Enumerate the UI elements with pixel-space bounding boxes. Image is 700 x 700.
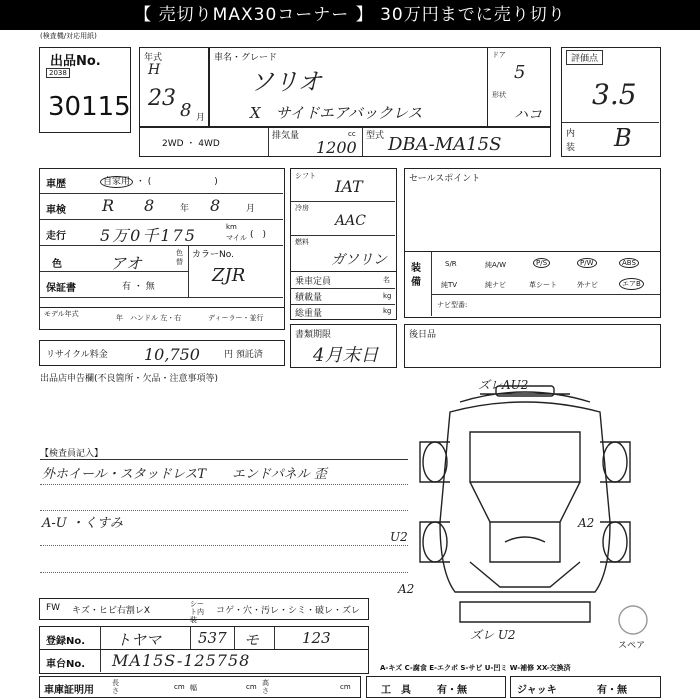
inspector-label: 【検査員記入】 bbox=[40, 449, 104, 459]
type-label: 型式 bbox=[366, 131, 385, 141]
mark-left: U2 bbox=[390, 530, 408, 544]
spare-label: スペア bbox=[618, 641, 646, 651]
mileage-value: 5万0千175 bbox=[100, 226, 197, 245]
load-label: 積載量 bbox=[295, 293, 323, 303]
shape-value: ハコ bbox=[514, 107, 542, 123]
inspector-line2: A-U ・くすみ bbox=[42, 516, 123, 531]
score-label: 評価点 bbox=[566, 50, 603, 65]
shape-label: 形状 bbox=[492, 91, 506, 99]
type-value: DBA-MA15S bbox=[388, 134, 502, 155]
capacity-label: 乗車定員 bbox=[295, 277, 332, 287]
doc-deadline-box bbox=[290, 324, 397, 368]
model-label: 車名・グレード bbox=[214, 53, 278, 63]
tools-label: 工具 bbox=[381, 685, 421, 696]
model-year-unit: 年 bbox=[116, 314, 123, 322]
mileage-label: 走行 bbox=[46, 231, 66, 242]
equipment-box bbox=[404, 252, 661, 318]
jack-label: ジャッキ bbox=[517, 685, 557, 696]
chassis-row bbox=[39, 650, 369, 674]
model-year-row bbox=[39, 308, 285, 330]
navi-model-label: ナビ型番: bbox=[437, 301, 468, 309]
load-unit: kg bbox=[383, 292, 392, 300]
mark-top: ズレAU2 bbox=[478, 378, 529, 392]
chassis-value: MA15S-125758 bbox=[112, 651, 251, 670]
fw-text2: コゲ・穴・汚レ・シミ・破レ・ズレ bbox=[216, 606, 361, 616]
detail-block bbox=[39, 168, 285, 308]
history-rest: ・ ( ) bbox=[135, 177, 218, 187]
spec-row bbox=[139, 127, 551, 157]
recycle-label: リサイクル料金 bbox=[46, 350, 108, 360]
year-box bbox=[139, 47, 209, 127]
equip-navi: 純ナビ bbox=[485, 281, 506, 289]
post-install-label: 後日品 bbox=[409, 330, 437, 340]
fw-seat: シート内装 bbox=[190, 600, 204, 624]
inspector-line1a: 外ホイール・スタッドレスT bbox=[42, 467, 207, 482]
recycle-unit: 円 預託済 bbox=[224, 350, 263, 360]
doors-label: ドア bbox=[492, 51, 506, 59]
registration-kana: モ bbox=[244, 631, 260, 649]
color-value: アオ bbox=[110, 254, 142, 273]
inspection-year: 8 bbox=[144, 196, 155, 215]
inspection-era: R bbox=[102, 196, 115, 215]
jack-value: 有・無 bbox=[597, 685, 627, 696]
registration-label: 登録No. bbox=[46, 636, 86, 647]
aircon-value: AAC bbox=[335, 213, 366, 229]
interior-label1: 内 bbox=[566, 129, 576, 139]
inspector-line1b: エンドパネル 歪 bbox=[232, 467, 327, 482]
registration-num: 123 bbox=[302, 629, 331, 647]
year-month: 8 bbox=[180, 100, 192, 121]
mileage-mile: マイル bbox=[226, 234, 247, 242]
shift-value: IAT bbox=[335, 177, 363, 196]
certificate-cm2: cm bbox=[246, 683, 257, 691]
mark-bottom: ズレ U2 bbox=[470, 628, 516, 642]
inspection-label: 車検 bbox=[46, 205, 66, 216]
year-month-unit: 月 bbox=[196, 113, 206, 123]
equipment-label: 装備 bbox=[411, 263, 421, 288]
model-year-label: モデル年式 bbox=[44, 310, 79, 318]
certificate-cm1: cm bbox=[174, 683, 185, 691]
equip-ps: P/S bbox=[533, 258, 550, 268]
sales-point-box bbox=[404, 168, 661, 252]
recycle-row bbox=[39, 340, 285, 366]
aircon-label: 冷房 bbox=[295, 204, 309, 212]
weight-unit: kg bbox=[383, 307, 392, 315]
model-name: ソリオ bbox=[250, 68, 322, 96]
displacement-value: 1200 bbox=[316, 138, 357, 157]
mark-lower-left: A2 bbox=[398, 582, 415, 596]
fuel-value: ガソリン bbox=[331, 252, 387, 268]
damage-diagram bbox=[410, 372, 660, 644]
header-note: (検査機/対応用紙) bbox=[40, 32, 97, 40]
inspection-year-unit: 年 bbox=[180, 204, 190, 214]
equip-leather: 革シート bbox=[529, 281, 557, 289]
certificate-height: 高さ bbox=[262, 679, 269, 695]
seller-notes-label: 出品店申告欄(不良箇所・欠品・注意事項等) bbox=[40, 374, 219, 384]
post-install-box bbox=[404, 324, 661, 368]
doc-deadline-label: 書類期限 bbox=[295, 330, 332, 340]
certificate-width: 幅 bbox=[190, 684, 197, 692]
certificate-label: 車庫証明用 bbox=[44, 685, 94, 696]
year-value: 23 bbox=[148, 86, 176, 111]
warranty-value: 有 ・ 無 bbox=[122, 282, 155, 292]
tools-value: 有・無 bbox=[437, 685, 467, 696]
certificate-length: 長さ bbox=[112, 679, 119, 695]
doc-deadline-value: 4月末日 bbox=[313, 345, 379, 366]
color-no-label: カラーNo. bbox=[192, 250, 234, 260]
interior-value: B bbox=[614, 124, 632, 152]
equip-alloy: 純A/W bbox=[485, 261, 507, 269]
fw-label: FW bbox=[46, 603, 61, 613]
tools-row bbox=[366, 676, 506, 698]
color-no-value: ZJR bbox=[212, 265, 246, 286]
damage-legend: A-キズ C-腐食 E-エクボ S-サビ U-凹ミ W-補修 XX-交換済 bbox=[380, 664, 571, 672]
score-value: 3.5 bbox=[592, 78, 637, 111]
score-box bbox=[561, 47, 661, 157]
equip-ext-navi: 外ナビ bbox=[577, 281, 598, 289]
door-shape-box bbox=[487, 47, 551, 127]
mark-right: A2 bbox=[578, 516, 595, 530]
year-era: H bbox=[148, 62, 161, 78]
equip-abs: ABS bbox=[619, 258, 639, 268]
weight-label: 総重量 bbox=[295, 309, 323, 319]
capacity-box bbox=[290, 272, 397, 320]
banner: 【 売切りMAX30コーナー 】 30万円までに売り切り bbox=[0, 0, 700, 30]
displacement-label: 排気量 bbox=[272, 131, 300, 141]
sales-point-label: セールスポイント bbox=[409, 174, 481, 184]
certificate-cm3: cm bbox=[340, 683, 351, 691]
mileage-bracket: ( ) bbox=[250, 230, 267, 240]
drive: 2WD ・ 4WD bbox=[162, 139, 220, 149]
certificate-row bbox=[39, 676, 361, 698]
model-year-dealer: ディーラー・並行 bbox=[208, 314, 264, 322]
color-change-label: 色替 bbox=[176, 249, 183, 266]
capacity-unit: 名 bbox=[383, 276, 390, 284]
mech-box bbox=[290, 168, 397, 272]
history-value: 自家用 bbox=[100, 176, 133, 188]
fw-text1: キズ・ヒビ右割レX bbox=[72, 606, 150, 616]
color-label: 色 bbox=[52, 259, 62, 270]
inspection-month: 8 bbox=[210, 196, 221, 215]
equip-pw: P/W bbox=[577, 258, 597, 268]
model-grade: X サイドエアバックレス bbox=[250, 104, 423, 122]
chassis-label: 車台No. bbox=[46, 659, 86, 670]
interior-label2: 装 bbox=[566, 143, 576, 153]
equip-sr: S/R bbox=[445, 260, 457, 268]
doors-value: 5 bbox=[514, 62, 526, 83]
model-year-handle: ハンドル 左・右 bbox=[130, 314, 182, 322]
inspection-month-unit: 月 bbox=[246, 204, 256, 214]
lot-label: 出品No. bbox=[50, 54, 101, 69]
history-label: 車歴 bbox=[46, 179, 66, 190]
registration-pref: トヤマ bbox=[116, 631, 162, 649]
displacement-unit: cc bbox=[348, 130, 356, 138]
shift-label: シフト bbox=[295, 172, 316, 180]
mileage-km: km bbox=[226, 223, 237, 231]
lot-number: 30115 bbox=[48, 92, 131, 122]
lot-box bbox=[39, 47, 131, 133]
registration-row bbox=[39, 626, 369, 650]
warranty-label: 保証書 bbox=[46, 283, 76, 294]
equip-tv: 純TV bbox=[441, 281, 458, 289]
registration-code: 537 bbox=[198, 629, 227, 647]
fuel-label: 燃料 bbox=[295, 238, 309, 246]
fw-row bbox=[39, 598, 369, 624]
jack-row bbox=[510, 676, 661, 698]
equip-airbag: エアB bbox=[619, 278, 644, 290]
recycle-value: 10,750 bbox=[144, 345, 200, 364]
lot-tag: 2038 bbox=[46, 68, 70, 78]
year-label: 年式 bbox=[144, 53, 163, 63]
